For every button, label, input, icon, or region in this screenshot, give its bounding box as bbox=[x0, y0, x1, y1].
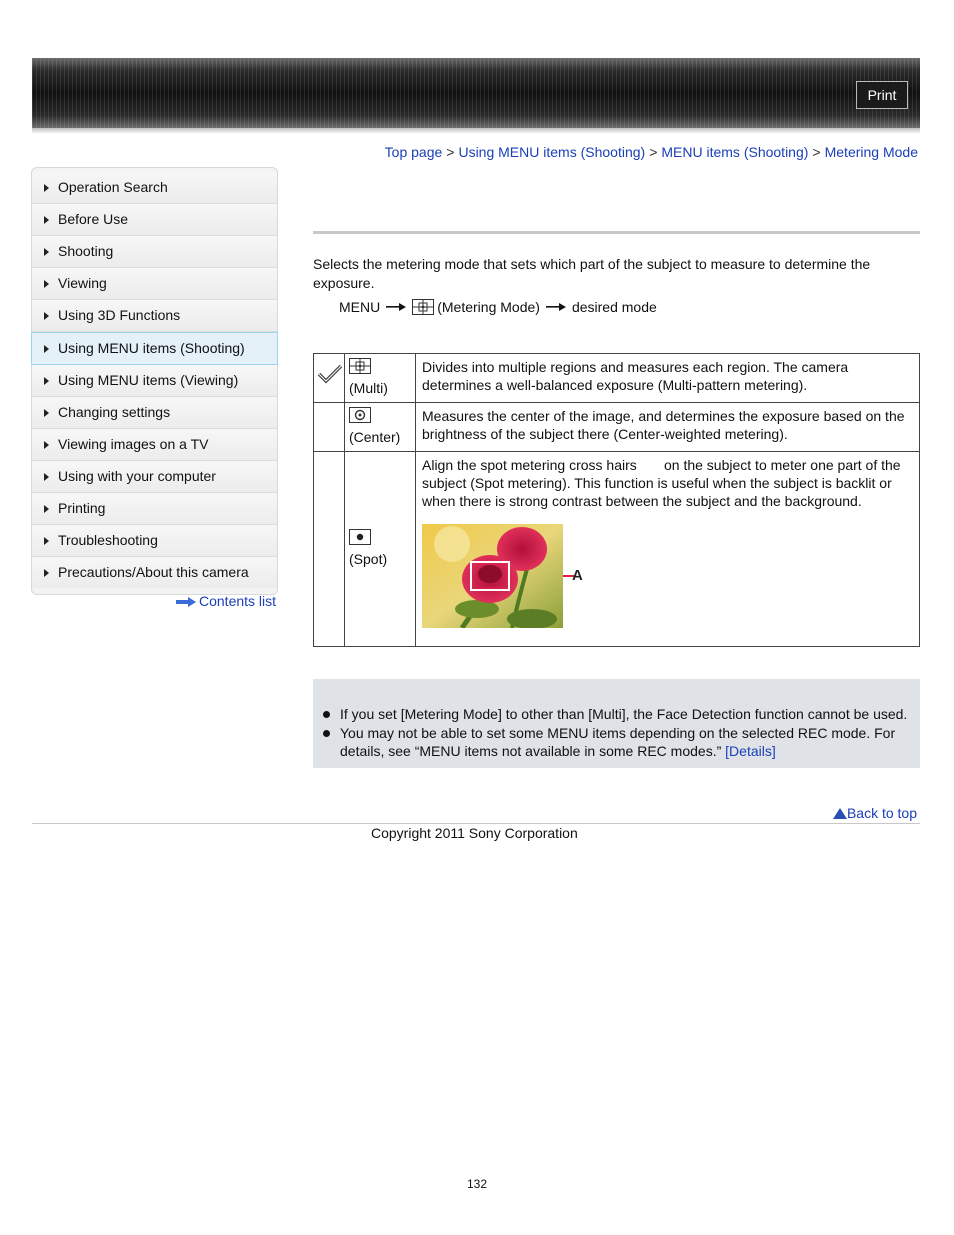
triangle-right-icon bbox=[44, 280, 49, 288]
note-text: You may not be able to set some MENU items depending on the selected REC mode. For details, see “MENU items not available in some REC modes.” bbox=[340, 724, 896, 759]
sidebar-item-label: Operation Search bbox=[58, 179, 168, 195]
triangle-right-icon bbox=[44, 473, 49, 481]
metering-modes-table bbox=[313, 353, 920, 647]
sidebar-item-label: Viewing bbox=[58, 275, 107, 291]
breadcrumb-separator: > bbox=[649, 144, 658, 160]
table-row bbox=[314, 403, 920, 452]
notes-box bbox=[313, 679, 920, 768]
breadcrumb-separator: > bbox=[812, 144, 821, 160]
breadcrumb bbox=[385, 144, 918, 160]
copyright-text: Copyright 2011 Sony Corporation bbox=[371, 825, 578, 841]
arrow-right-icon bbox=[386, 303, 406, 311]
triangle-right-icon bbox=[44, 312, 49, 320]
triangle-right-icon bbox=[44, 248, 49, 256]
sidebar-item-viewing-tv[interactable] bbox=[32, 429, 277, 461]
spot-metering-icon bbox=[349, 529, 371, 545]
triangle-right-icon bbox=[44, 216, 49, 224]
mode-description: Measures the center of the image, and determines the exposure based on the brightness of the subject there (Center-weighted metering). bbox=[416, 403, 920, 452]
list-item bbox=[323, 705, 917, 724]
default-cell bbox=[314, 452, 345, 647]
bullet-icon bbox=[323, 730, 330, 737]
triangle-right-icon bbox=[44, 377, 49, 385]
sidebar-item-3d-functions[interactable] bbox=[32, 300, 277, 332]
note-text: If you set [Metering Mode] to other than [Multi], the Face Detection function cannot be used. bbox=[340, 706, 908, 722]
title-divider bbox=[313, 231, 920, 234]
contents-list-label: Contents list bbox=[199, 593, 277, 609]
sidebar-item-label: Using with your computer bbox=[58, 468, 216, 484]
sidebar-item-menu-shooting[interactable] bbox=[31, 332, 278, 365]
mode-description: Divides into multiple regions and measures each region. The camera determines a well-balanced exposure (Multi-pattern metering). bbox=[416, 354, 920, 403]
triangle-right-icon bbox=[44, 409, 49, 417]
sidebar-item-label: Using MENU items (Viewing) bbox=[58, 372, 239, 388]
multi-metering-icon bbox=[349, 358, 371, 374]
sidebar-item-computer[interactable] bbox=[32, 461, 277, 493]
table-row bbox=[314, 452, 920, 647]
metering-mode-icon bbox=[412, 299, 434, 315]
sidebar-item-menu-viewing[interactable] bbox=[32, 365, 277, 397]
sidebar-item-label: Shooting bbox=[58, 243, 114, 259]
page-number: 132 bbox=[466, 1177, 488, 1191]
triangle-right-icon bbox=[44, 569, 49, 577]
sidebar-nav bbox=[31, 167, 278, 595]
arrow-right-icon bbox=[176, 597, 196, 607]
mode-name: (Multi) bbox=[349, 380, 388, 396]
menu-label: MENU bbox=[339, 299, 381, 315]
footer-divider bbox=[32, 823, 920, 824]
intro-text: Selects the metering mode that sets which part of the subject to measure to determine the exposure. bbox=[313, 256, 871, 291]
menu-item-label: (Metering Mode) bbox=[437, 299, 540, 315]
table-row bbox=[314, 354, 920, 403]
sidebar-item-before-use[interactable] bbox=[32, 204, 277, 236]
breadcrumb-using-menu-shooting[interactable]: Using MENU items (Shooting) bbox=[458, 144, 646, 160]
arrow-right-icon bbox=[546, 303, 566, 311]
default-cell bbox=[314, 403, 345, 452]
sidebar-item-label: Precautions/About this camera bbox=[58, 564, 249, 580]
back-to-top-label: Back to top bbox=[846, 805, 917, 821]
sidebar-item-label: Changing settings bbox=[58, 404, 171, 420]
mode-name: (Center) bbox=[349, 429, 401, 445]
flower-photo bbox=[422, 524, 563, 628]
sidebar-item-label: Printing bbox=[58, 500, 106, 516]
print-button[interactable]: Print bbox=[856, 81, 908, 109]
mode-name-cell bbox=[345, 354, 416, 403]
mode-description-cell bbox=[416, 452, 920, 647]
triangle-right-icon bbox=[44, 345, 49, 353]
menu-target-label: desired mode bbox=[571, 299, 657, 315]
sidebar-item-label: Viewing images on a TV bbox=[58, 436, 209, 452]
list-item bbox=[323, 724, 917, 761]
sidebar-item-shooting[interactable] bbox=[32, 236, 277, 268]
details-link[interactable]: [Details] bbox=[725, 743, 776, 759]
breadcrumb-menu-items-shooting[interactable]: MENU items (Shooting) bbox=[661, 144, 809, 160]
default-cell bbox=[314, 354, 345, 403]
triangle-right-icon bbox=[44, 184, 49, 192]
checkmark-icon bbox=[317, 363, 343, 385]
breadcrumb-top-page[interactable]: Top page bbox=[384, 144, 443, 160]
triangle-up-icon bbox=[833, 808, 847, 819]
contents-list-link[interactable] bbox=[176, 593, 276, 609]
back-to-top-link[interactable] bbox=[833, 805, 917, 821]
sidebar-item-troubleshooting[interactable] bbox=[32, 525, 277, 557]
bullet-icon bbox=[323, 711, 330, 718]
mode-name: (Spot) bbox=[349, 551, 388, 567]
sidebar-item-label: Using MENU items (Shooting) bbox=[58, 340, 245, 356]
triangle-right-icon bbox=[44, 505, 49, 513]
breadcrumb-metering-mode[interactable]: Metering Mode bbox=[824, 144, 918, 160]
sidebar-item-label: Before Use bbox=[58, 211, 129, 227]
center-metering-icon bbox=[349, 407, 371, 423]
menu-path bbox=[339, 299, 657, 315]
triangle-right-icon bbox=[44, 441, 49, 449]
sidebar-item-label: Using 3D Functions bbox=[58, 307, 181, 323]
mode-description: Align the spot metering cross hairs on the subject to meter one part of the subject (Spot metering). This function is useful when the subject is backlit or when there is strong contrast between the subject and the background. bbox=[422, 457, 905, 509]
triangle-right-icon bbox=[44, 537, 49, 545]
sidebar-item-operation-search[interactable] bbox=[32, 172, 277, 204]
sidebar-item-label: Troubleshooting bbox=[58, 532, 158, 548]
mode-name-cell bbox=[345, 452, 416, 647]
mode-name-cell bbox=[345, 403, 416, 452]
callout-label: A bbox=[572, 567, 583, 584]
sidebar-item-printing[interactable] bbox=[32, 493, 277, 525]
sidebar-item-changing-settings[interactable] bbox=[32, 397, 277, 429]
spot-metering-example bbox=[422, 524, 592, 628]
sidebar-item-viewing[interactable] bbox=[32, 268, 277, 300]
sidebar-item-precautions[interactable] bbox=[32, 557, 277, 588]
notes-list bbox=[323, 705, 917, 761]
header-bar bbox=[32, 58, 920, 128]
breadcrumb-separator: > bbox=[446, 144, 455, 160]
